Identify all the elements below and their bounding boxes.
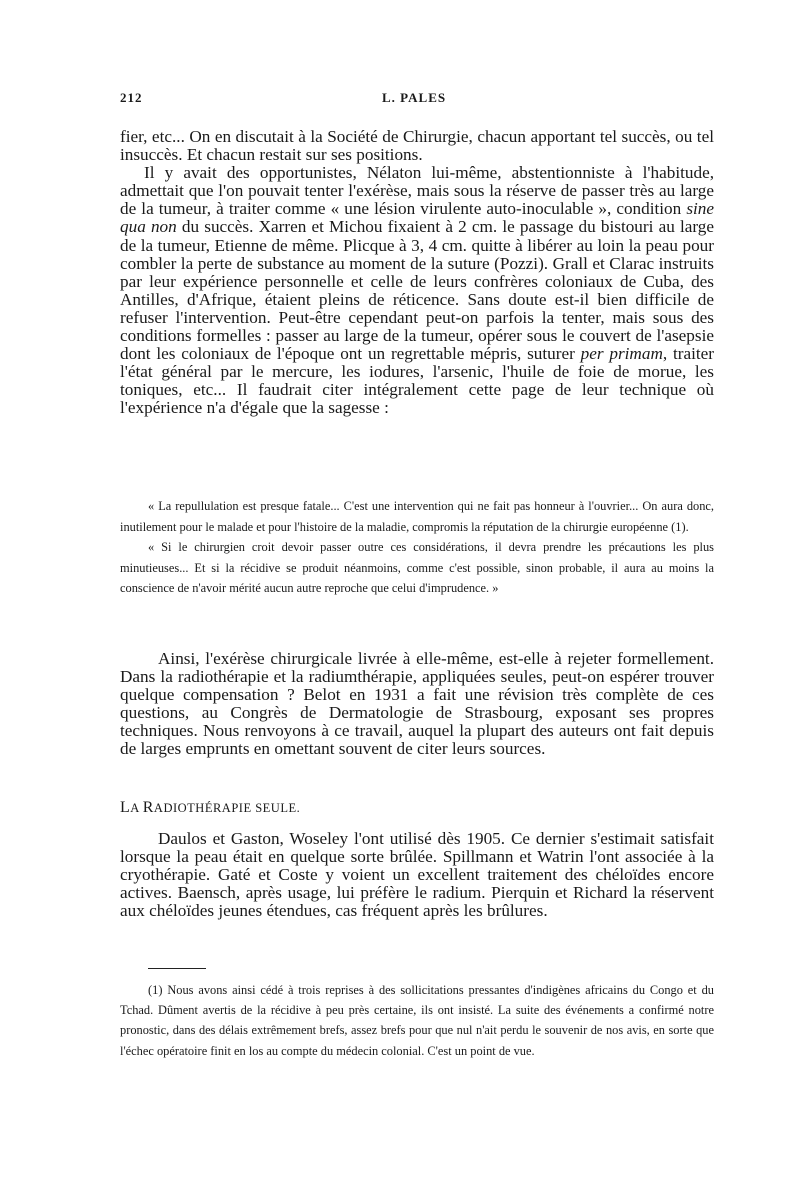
- footnote-rule: [148, 968, 206, 969]
- paragraph-2: [120, 164, 714, 417]
- footnote: [120, 980, 714, 1061]
- section-heading-initial-2: R: [142, 799, 154, 816]
- main-text: [120, 128, 714, 418]
- paragraph-2-italic-per-primam: per primam: [580, 344, 663, 364]
- quote-paragraph-2: « Si le chirurgien croit devoir passer outre ces considérations, il devra prendre les précautions les plus minutieuses... Et si la récidive se produit néanmoins, comme c'est possible, sinon probable, il aura au moins la conscience de n'avoir mérité aucun autre reproche que celui d'imprudence. »: [120, 540, 714, 596]
- paragraph-2-italic-sine-qua-non: sine qua non: [120, 199, 714, 237]
- paragraph-3: Ainsi, l'exérèse chirurgicale livrée à elle-même, est-elle à rejeter formellement. Dans la radiothérapie et la radiumthérapie, appliquées seules, peut-on espérer trouver quelque compensation ? Belot en 1931 a fait une révision très complète de ces questions, au Congrès de Dermatologie de Strasbourg, exposant ses propres techniques. Nous renvoyons à ce travail, auquel la plupart des auteurs ont fait depuis de larges emprunts en omettant souvent de citer leurs sources.: [120, 649, 714, 759]
- paragraph-4: Daulos et Gaston, Woseley l'ont utilisé dès 1905. Ce dernier s'estimait satisfait lorsque la peau était en quelque sorte brûlée. Spillmann et Watrin l'ont associée à la cryothérapie. Gaté et Coste y voient un excellent traitement des chéloïdes encore actives. Baensch, après usage, lui préfère le radium. Pierquin et Richard la réservent aux chéloïdes jeunes étendues, cas fréquent après les brûlures.: [120, 829, 714, 921]
- section-heading: [120, 799, 714, 817]
- block-quote: [120, 496, 714, 599]
- paragraph-1: fier, etc... On en discutait à la Société de Chirurgie, chacun apportant tel succès, ou tel insuccès. Et chacun restait sur ses positions.: [120, 127, 714, 165]
- quote-paragraph-1: « La repullulation est presque fatale... C'est une intervention qui ne fait pas honneur à l'ouvrier... On aura donc, inutilement pour le malade et pour l'histoire de la maladie, compromis la réputation de la chirurgie européenne (1).: [120, 499, 714, 534]
- paragraph-2-part-b: du succès. Xarren et Michou fixaient à 2 cm. le passage du bistouri au large de la tumeur, Etienne de même. Plicque à 3, 4 cm. quitte à libérer au loin la peau pour combler la perte de substance au moment de la suture (Pozzi). Grall et Clarac instruits par leur expérience personnelle et celle de leurs confrères coloniaux de Cuba, des Antilles, d'Afrique, étaient pleins de réticence. Sans doute est-il bien difficile de refuser l'intervention. Peut-être cependant peut-on parfois la tenter, mais sous des conditions formelles : passer au large de la tumeur, opérer sous le couvert de l'asepsie dont les coloniaux de l'époque ont un regrettable mépris, suturer: [120, 217, 714, 364]
- paragraph-2-part-c: , traiter l'état général par le mercure, les iodures, l'arsenic, l'huile de foie de morue, les toniques, etc... Il faudrait citer intégralement cette page de leur technique où l'expérience n'a d'égale que la sagesse :: [120, 344, 714, 418]
- running-head: L. PALES: [382, 90, 447, 105]
- footnote-text: (1) Nous avons ainsi cédé à trois reprises à des sollicitations pressantes d'indigènes africains du Congo et du Tchad. Dûment avertis de la récidive à peu près certaine, ils ont insisté. La suite des événements a confirmé notre pronostic, dans des délais extrêmement brefs, assez brefs pour que nul n'ait perdu le souvenir de nos avis, en sorte que l'échec opératoire finit en los au compte du médecin colonial. C'est un point de vue.: [120, 983, 714, 1058]
- paragraph-2-part-a: Il y avait des opportunistes, Nélaton lui-même, abstentionniste à l'habitude, admettait que l'on pouvait tenter l'exérèse, mais sous la réserve de passer très au large de la tumeur, à traiter comme « une lésion virulente auto-inoculable », condition: [120, 163, 714, 219]
- section-heading-initial-1: L: [120, 799, 131, 816]
- section-heading-rest-1: A: [130, 801, 143, 815]
- section-heading-rest-2: ADIOTHÉRAPIE SEULE.: [153, 801, 301, 815]
- page-number: 212: [120, 90, 143, 105]
- paragraph-block-2: [120, 650, 714, 759]
- paragraph-block-3: [120, 830, 714, 920]
